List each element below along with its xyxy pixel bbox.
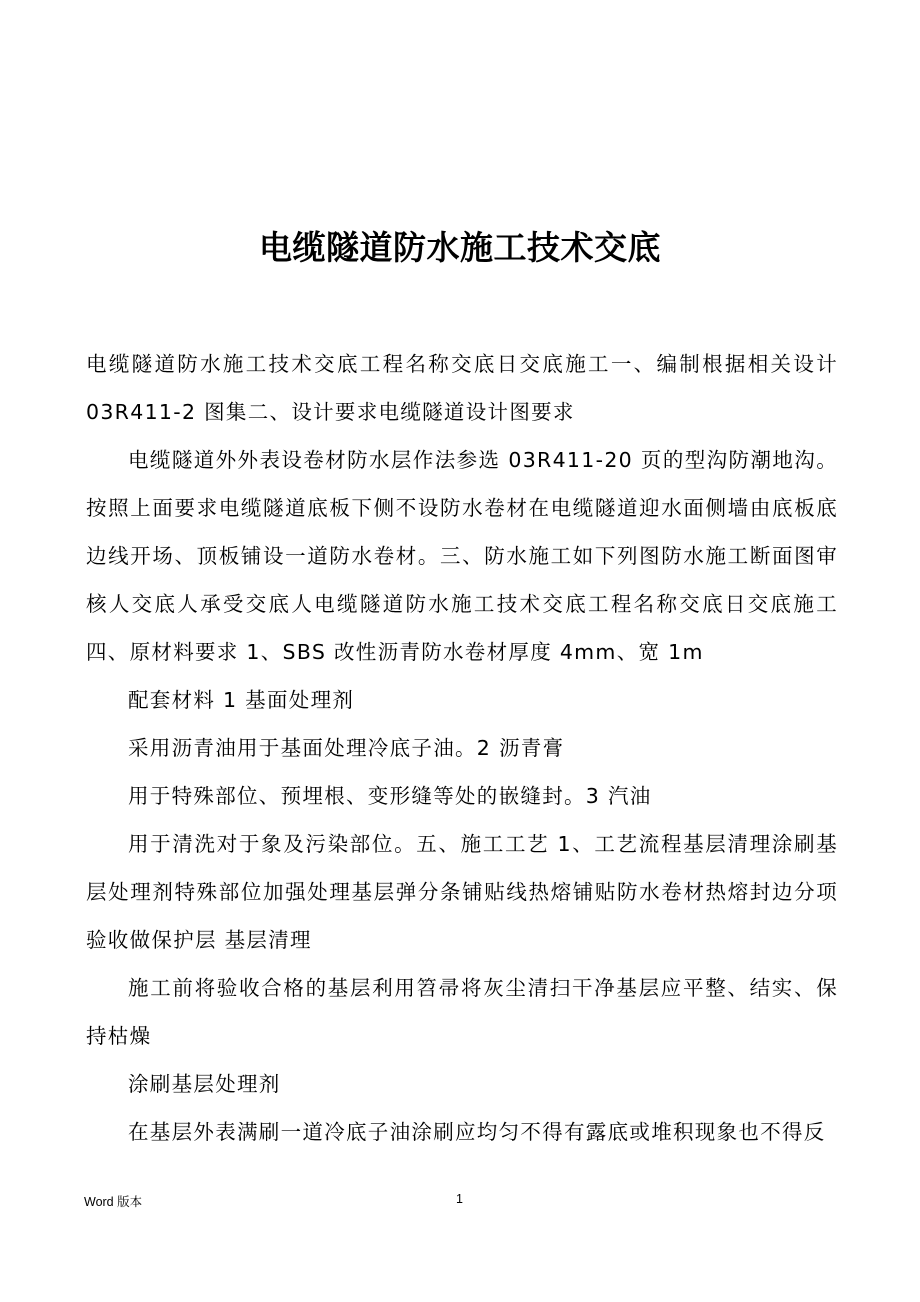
page-footer [0,1192,920,1212]
footer-version-label: Word 版本 [84,1195,143,1209]
document-body [86,340,838,1156]
paragraph-9: 在基层外表满刷一道冷底子油涂刷应均匀不得有露底或堆积现象也不得反 [128,1120,826,1144]
document-title: 电缆隧道防水施工技术交底 [259,228,661,268]
paragraph-8: 涂刷基层处理剂 [128,1072,281,1096]
paragraph-5: 用于特殊部位、预埋根、变形缝等处的嵌缝封。3 汽油 [128,784,652,808]
paragraph-7: 施工前将验收合格的基层利用笤帚将灰尘清扫干净基层应平整、结实、保持枯燥 [86,976,838,1048]
paragraph-4: 采用沥青油用于基面处理冷底子油。2 沥青膏 [128,736,565,760]
paragraph-1: 电缆隧道防水施工技术交底工程名称交底日交底施工一、编制根据相关设计03R411-2 图集二、设计要求电缆隧道设计图要求 [86,352,838,424]
paragraph-2: 电缆隧道外外表设卷材防水层作法参选 03R411-20 页的型沟防潮地沟。按照上面要求电缆隧道底板下侧不设防水卷材在电缆隧道迎水面侧墙由底板底边线开场、顶板铺设一道防水卷材。三、防水施工如下列图防水施工断面图审核人交底人承受交底人电缆隧道防水施工技术交底工程名称交底日交底施工四、原材料要求 1、SBS 改性沥青防水卷材厚度 4mm、宽 1m [86,448,838,664]
paragraph-3: 配套材料 1 基面处理剂 [128,688,355,712]
footer-page-number: 1 [456,1192,463,1206]
paragraph-6: 用于清洗对于象及污染部位。五、施工工艺 1、工艺流程基层清理涂刷基层处理剂特殊部位加强处理基层弹分条铺贴线热熔铺贴防水卷材热熔封边分项验收做保护层 基层清理 [86,832,838,952]
